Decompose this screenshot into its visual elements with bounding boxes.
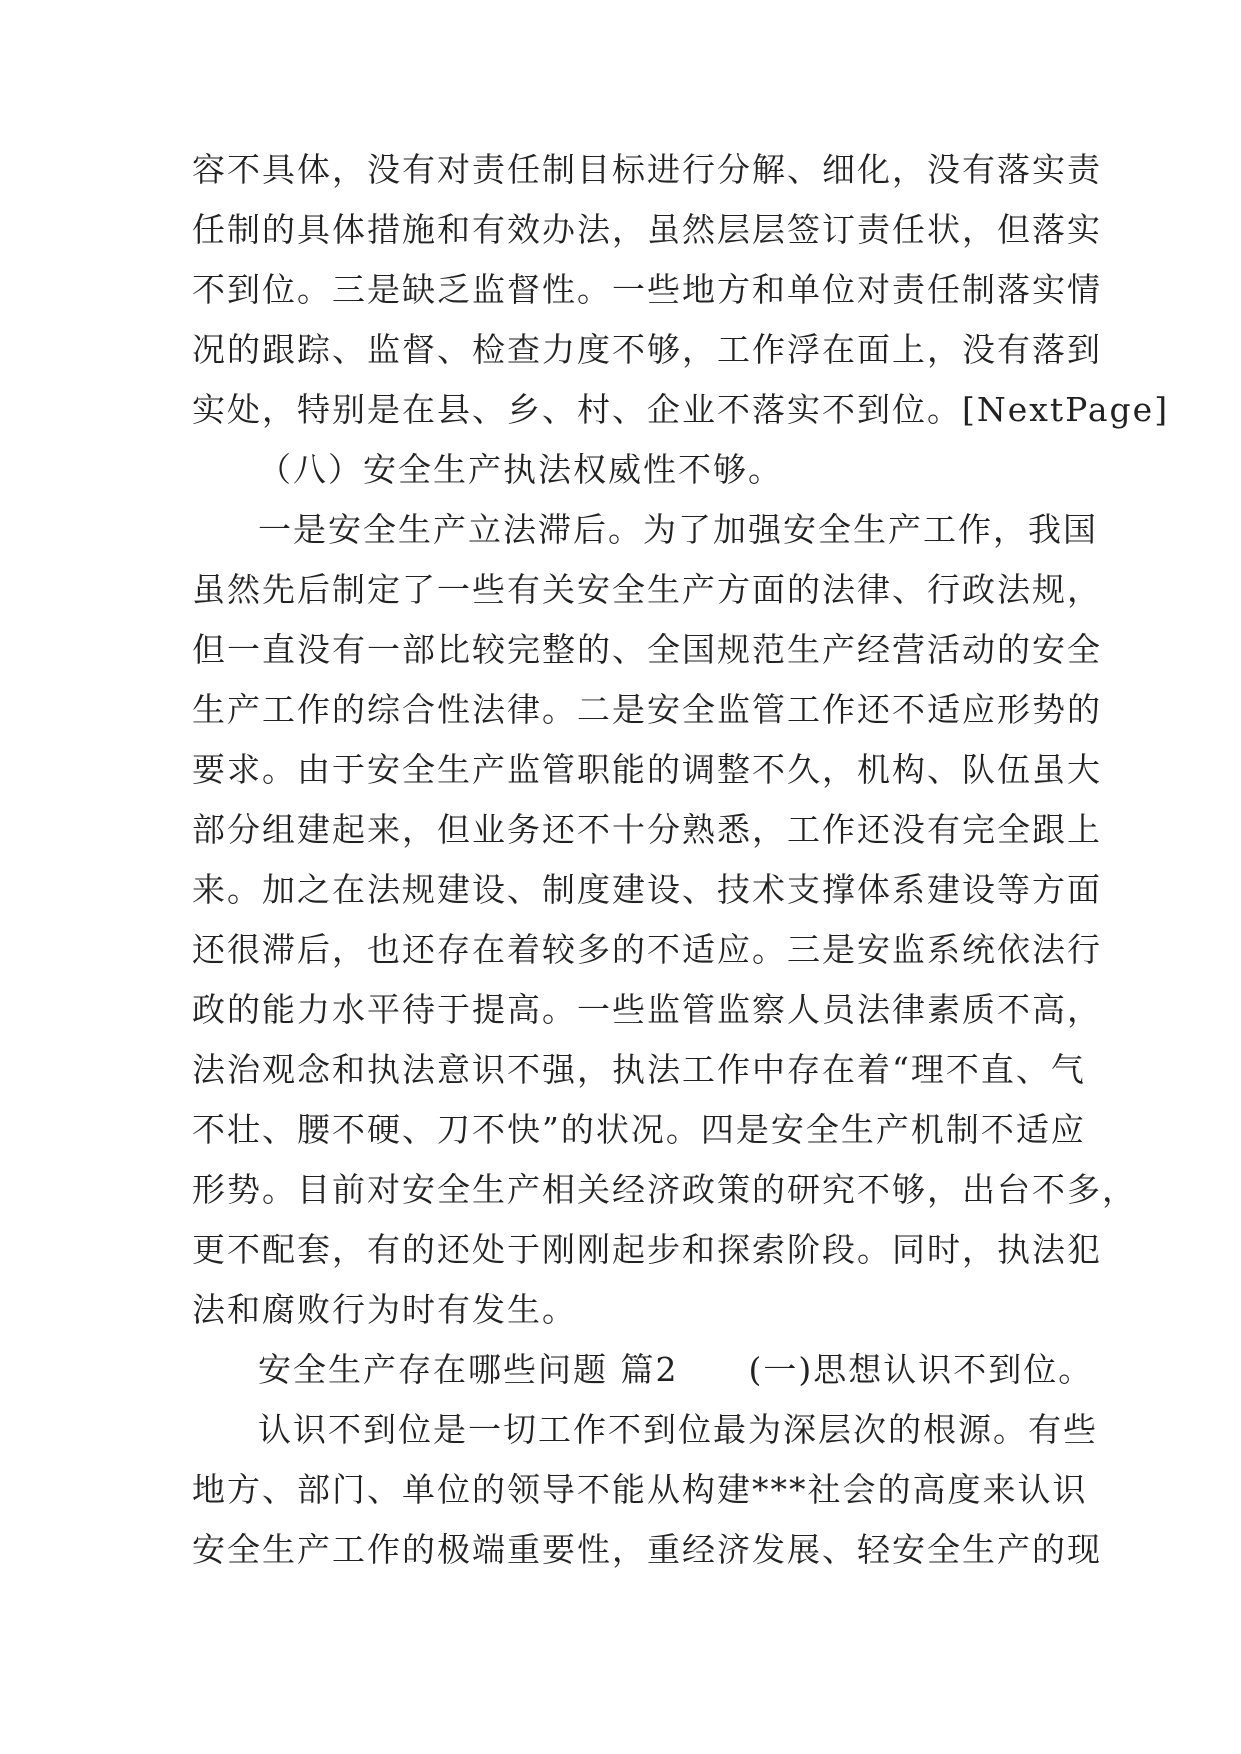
text-line: 但一直没有一部比较完整的、全国规范生产经营活动的安全 xyxy=(192,630,1102,669)
text-line: 部分组建起来，但业务还不十分熟悉，工作还没有完全跟上 xyxy=(192,810,1102,849)
text-line: 生产工作的综合性法律。二是安全监管工作还不适应形势的 xyxy=(192,690,1102,729)
text-line: 来。加之在法规建设、制度建设、技术支撑体系建设等方面 xyxy=(192,870,1102,909)
text-line: 实处，特别是在县、乡、村、企业不落实不到位。[NextPage] xyxy=(192,390,1170,429)
text-line: 更不配套，有的还处于刚刚起步和探索阶段。同时，执法犯 xyxy=(192,1230,1102,1269)
paragraph-start: 认识不到位是一切工作不到位最为深层次的根源。有些 xyxy=(258,1410,1098,1449)
text-line: 法和腐败行为时有发生。 xyxy=(192,1290,577,1329)
text-line: 安全生产工作的极端重要性，重经济发展、轻安全生产的现 xyxy=(192,1530,1102,1569)
section-heading: （八）安全生产执法权威性不够。 xyxy=(258,450,783,489)
text-line: 况的跟踪、监督、检查力度不够，工作浮在面上，没有落到 xyxy=(192,330,1102,369)
text-line: 容不具体，没有对责任制目标进行分解、细化，没有落实责 xyxy=(192,150,1102,189)
text-line: 不到位。三是缺乏监督性。一些地方和单位对责任制落实情 xyxy=(192,270,1102,309)
text-line: 还很滞后，也还存在着较多的不适应。三是安监系统依法行 xyxy=(192,930,1102,969)
text-line: 地方、部门、单位的领导不能从构建***社会的高度来认识 xyxy=(192,1470,1088,1509)
section-title-line: 安全生产存在哪些问题 篇2 (一)思想认识不到位。 xyxy=(258,1350,1094,1389)
text-line: 政的能力水平待于提高。一些监管监察人员法律素质不高， xyxy=(192,990,1102,1029)
text-line: 任制的具体措施和有效办法，虽然层层签订责任状，但落实 xyxy=(192,210,1102,249)
text-line: 形势。目前对安全生产相关经济政策的研究不够，出台不多， xyxy=(192,1170,1137,1209)
text-line: 不壮、腰不硬、刀不快”的状况。四是安全生产机制不适应 xyxy=(192,1110,1086,1149)
text-line: 要求。由于安全生产监管职能的调整不久，机构、队伍虽大 xyxy=(192,750,1102,789)
paragraph-start: 一是安全生产立法滞后。为了加强安全生产工作，我国 xyxy=(258,510,1098,549)
text-line: 法治观念和执法意识不强，执法工作中存在着“理不直、气 xyxy=(192,1050,1086,1089)
text-line: 虽然先后制定了一些有关安全生产方面的法律、行政法规， xyxy=(192,570,1102,609)
